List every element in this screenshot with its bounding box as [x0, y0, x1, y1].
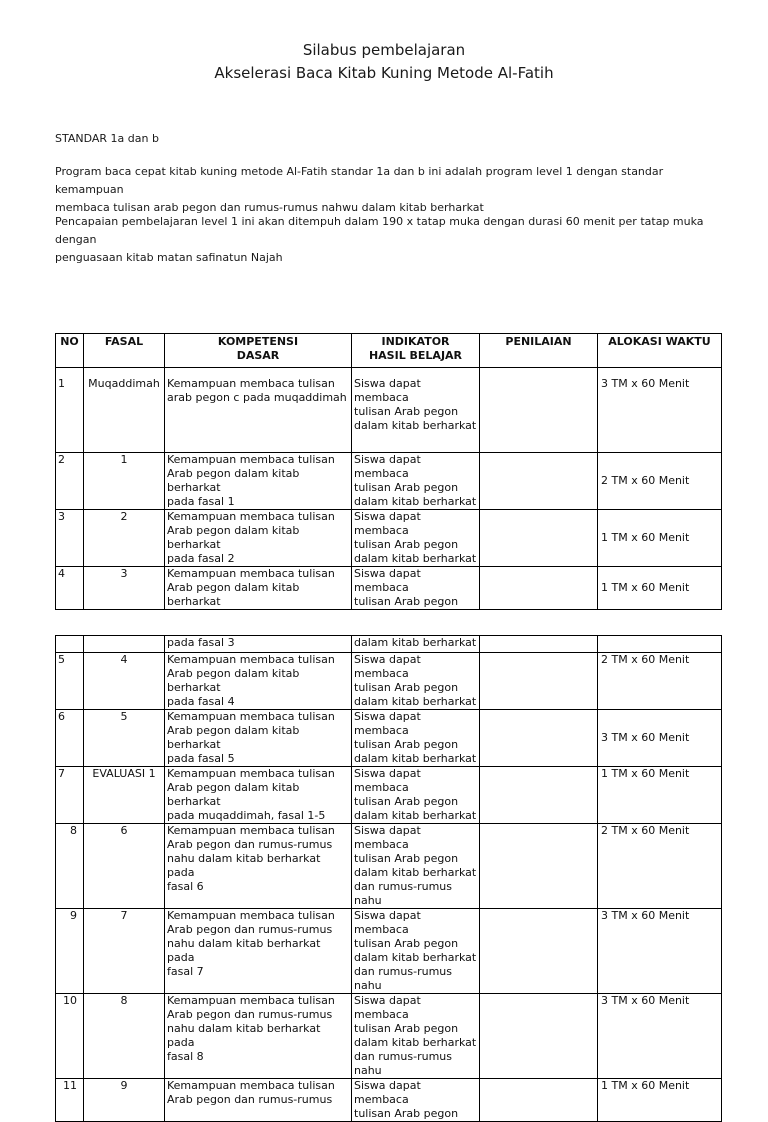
cell-indikator	[352, 510, 480, 567]
cell-kompetensi-line: Arab pegon dan rumus-rumus	[167, 838, 333, 851]
table-row	[56, 453, 722, 510]
cell-indikator-line: Siswa dapat membaca	[354, 453, 421, 480]
cell-indikator-line: tulisan Arab pegon	[354, 405, 459, 418]
cell-indikator	[352, 994, 480, 1079]
cell-indikator-line: dalam kitab berharkat	[354, 1036, 477, 1049]
table-row	[56, 909, 722, 994]
cell-kompetensi-line: fasal 6	[167, 880, 204, 893]
cell-kompetensi	[165, 567, 352, 610]
cell-no: 5	[56, 653, 84, 710]
cell-penilaian	[480, 636, 598, 653]
header-indikator-line: HASIL BELAJAR	[368, 349, 463, 362]
header-kompetensi-line: KOMPETENSI	[217, 335, 299, 348]
cell-indikator-line: tulisan Arab pegon	[354, 538, 459, 551]
cell-alokasi: 1 TM x 60 Menit	[598, 567, 722, 610]
program-description-line: Program baca cepat kitab kuning metode Al-Fatih standar 1a dan b ini adalah program level 1 dengan standar kemampuan	[55, 165, 664, 196]
cell-indikator-line: Siswa dapat membaca	[354, 710, 421, 737]
cell-indikator	[352, 453, 480, 510]
cell-kompetensi-line: Kemampuan membaca tulisan	[167, 767, 335, 780]
cell-indikator-line: Siswa dapat membaca	[354, 767, 421, 794]
cell-indikator	[352, 710, 480, 767]
cell-indikator-line: dan rumus-rumus	[354, 880, 452, 893]
cell-indikator-line: dalam kitab berharkat	[354, 951, 477, 964]
cell-indikator-line: Siswa dapat membaca	[354, 377, 421, 404]
cell-indikator-line: Siswa dapat membaca	[354, 567, 421, 594]
cell-fasal: 5	[84, 710, 165, 767]
cell-kompetensi	[165, 909, 352, 994]
cell-kompetensi-line: Arab pegon dalam kitab berharkat	[167, 524, 300, 551]
cell-indikator-line: dalam kitab berharkat	[354, 695, 477, 708]
cell-indikator-line: dalam kitab berharkat	[354, 866, 477, 879]
table-row	[56, 510, 722, 567]
cell-kompetensi-line: Kemampuan membaca tulisan	[167, 710, 335, 723]
cell-indikator-line: Siswa dapat membaca	[354, 510, 421, 537]
cell-indikator	[352, 567, 480, 610]
table-row	[56, 567, 722, 610]
cell-indikator-line: tulisan Arab pegon	[354, 1022, 459, 1035]
achievement-description-line: Pencapaian pembelajaran level 1 ini akan ditempuh dalam 190 x tatap muka dengan durasi 60 menit per tatap muka dengan	[55, 215, 704, 246]
cell-fasal: 7	[84, 909, 165, 994]
cell-fasal: EVALUASI 1	[84, 767, 165, 824]
cell-kompetensi-line: Kemampuan membaca tulisan	[167, 567, 335, 580]
table-row	[56, 368, 722, 453]
cell-indikator-line: nahu	[354, 979, 382, 992]
achievement-description-line: penguasaan kitab matan safinatun Najah	[55, 251, 283, 264]
document-subtitle: Akselerasi Baca Kitab Kuning Metode Al-Fatih	[214, 64, 554, 82]
table-row	[56, 653, 722, 710]
cell-kompetensi-line: pada muqaddimah, fasal 1-5	[167, 809, 326, 822]
cell-kompetensi-line: Kemampuan membaca tulisan	[167, 453, 335, 466]
cell-penilaian	[480, 653, 598, 710]
cell-no: 9	[56, 909, 84, 994]
program-description-line: membaca tulisan arab pegon dan rumus-rumus nahwu dalam kitab berharkat	[55, 201, 484, 214]
cell-indikator-line: tulisan Arab pegon	[354, 852, 459, 865]
syllabus-table-page-1	[55, 333, 722, 610]
table-row	[56, 824, 722, 909]
cell-kompetensi-line: nahu dalam kitab berharkat pada	[167, 852, 321, 879]
cell-kompetensi	[165, 1079, 352, 1122]
table-row-continuation	[56, 636, 722, 653]
table-body	[56, 368, 722, 610]
header-kompetensi-line: DASAR	[236, 349, 280, 362]
cell-alokasi: 2 TM x 60 Menit	[598, 653, 722, 710]
cell-kompetensi	[165, 510, 352, 567]
cell-indikator-line: tulisan Arab pegon	[354, 795, 459, 808]
cell-indikator	[352, 1079, 480, 1122]
cell-no: 3	[56, 510, 84, 567]
cell-kompetensi	[165, 368, 352, 453]
table-body	[56, 636, 722, 1122]
cell-penilaian	[480, 453, 598, 510]
cell-indikator-line: tulisan Arab pegon	[354, 595, 459, 608]
table-row	[56, 1079, 722, 1122]
cell-kompetensi-line: Arab pegon dalam kitab berharkat	[167, 467, 300, 494]
cell-indikator-line: nahu	[354, 1064, 382, 1077]
cell-kompetensi-line: Kemampuan membaca tulisan	[167, 1079, 335, 1092]
cell-indikator-line: dan rumus-rumus	[354, 1050, 452, 1063]
cell-indikator-line: tulisan Arab pegon	[354, 1107, 459, 1120]
header-fasal: FASAL	[84, 334, 165, 368]
header-penilaian: PENILAIAN	[480, 334, 598, 368]
cell-fasal: 4	[84, 653, 165, 710]
cell-alokasi	[598, 636, 722, 653]
header-indikator	[352, 334, 480, 368]
cell-no: 10	[56, 994, 84, 1079]
cell-kompetensi-line: Kemampuan membaca tulisan	[167, 909, 335, 922]
cell-alokasi: 3 TM x 60 Menit	[598, 909, 722, 994]
cell-kompetensi	[165, 710, 352, 767]
cell-no: 11	[56, 1079, 84, 1122]
cell-indikator-line: dalam kitab berharkat	[354, 752, 477, 765]
cell-indikator-line: dalam kitab berharkat	[354, 495, 477, 508]
cell-alokasi: 1 TM x 60 Menit	[598, 767, 722, 824]
cell-fasal: 2	[84, 510, 165, 567]
cell-penilaian	[480, 824, 598, 909]
cell-alokasi: 3 TM x 60 Menit	[598, 710, 722, 767]
cell-no: 1	[56, 368, 84, 453]
cell-indikator-line: dalam kitab berharkat	[354, 809, 477, 822]
cell-indikator	[352, 653, 480, 710]
cell-fasal: 1	[84, 453, 165, 510]
cell-no: 4	[56, 567, 84, 610]
cell-indikator-line: Siswa dapat membaca	[354, 909, 421, 936]
cell-kompetensi-line: Arab pegon dalam kitab berharkat	[167, 581, 300, 608]
cell-kompetensi-line: Arab pegon dalam kitab berharkat	[167, 667, 300, 694]
cell-no: 6	[56, 710, 84, 767]
cell-kompetensi-line: nahu dalam kitab berharkat pada	[167, 1022, 321, 1049]
cell-kompetensi-line: Arab pegon dan rumus-rumus	[167, 923, 333, 936]
cell-kompetensi-line: Kemampuan membaca tulisan	[167, 510, 335, 523]
cell-indikator-line: tulisan Arab pegon	[354, 937, 459, 950]
cell-penilaian	[480, 1079, 598, 1122]
standard-label: STANDAR 1a dan b	[55, 132, 159, 145]
table-row	[56, 994, 722, 1079]
cell-indikator-line: tulisan Arab pegon	[354, 481, 459, 494]
cell-kompetensi-line: Kemampuan membaca tulisan	[167, 653, 335, 666]
cell-kompetensi-line: fasal 8	[167, 1050, 204, 1063]
cell-fasal: 6	[84, 824, 165, 909]
cell-kompetensi-line: pada fasal 1	[167, 495, 235, 508]
cell-alokasi: 3 TM x 60 Menit	[598, 994, 722, 1079]
document-title: Silabus pembelajaran	[302, 41, 466, 59]
cell-penilaian	[480, 767, 598, 824]
cell-indikator-line: Siswa dapat membaca	[354, 1079, 421, 1106]
cell-indikator-line: Siswa dapat membaca	[354, 824, 421, 851]
cell-fasal: 8	[84, 994, 165, 1079]
cell-indikator-line: tulisan Arab pegon	[354, 738, 459, 751]
cell-penilaian	[480, 368, 598, 453]
cell-indikator-line: dalam kitab berharkat	[354, 419, 477, 432]
cell-alokasi: 1 TM x 60 Menit	[598, 510, 722, 567]
cell-alokasi: 2 TM x 60 Menit	[598, 453, 722, 510]
cell-kompetensi	[165, 453, 352, 510]
cell-kompetensi: pada fasal 3	[165, 636, 352, 653]
cell-kompetensi-line: pada fasal 2	[167, 552, 235, 565]
table-header-row	[56, 334, 722, 368]
cell-fasal: 3	[84, 567, 165, 610]
cell-indikator	[352, 767, 480, 824]
cell-kompetensi-line: Arab pegon dan rumus-rumus	[167, 1093, 333, 1106]
cell-indikator-line: tulisan Arab pegon	[354, 681, 459, 694]
cell-penilaian	[480, 510, 598, 567]
cell-penilaian	[480, 994, 598, 1079]
cell-indikator	[352, 824, 480, 909]
cell-kompetensi-line: Kemampuan membaca tulisan	[167, 377, 335, 390]
cell-indikator-line: dan rumus-rumus	[354, 965, 452, 978]
achievement-description	[55, 213, 720, 267]
header-indikator-line: INDIKATOR	[381, 335, 450, 348]
program-description	[55, 163, 720, 217]
cell-kompetensi-line: arab pegon c pada muqaddimah	[167, 391, 347, 404]
header-alokasi: ALOKASI WAKTU	[598, 334, 722, 368]
cell-indikator	[352, 909, 480, 994]
cell-kompetensi	[165, 767, 352, 824]
cell-kompetensi-line: pada fasal 5	[167, 752, 235, 765]
cell-indikator-line: Siswa dapat membaca	[354, 653, 421, 680]
cell-indikator	[352, 368, 480, 453]
cell-kompetensi-line: Kemampuan membaca tulisan	[167, 994, 335, 1007]
cell-indikator-line: dalam kitab berharkat	[354, 552, 477, 565]
cell-kompetensi-line: Kemampuan membaca tulisan	[167, 824, 335, 837]
cell-kompetensi-line: Arab pegon dalam kitab berharkat	[167, 781, 300, 808]
cell-alokasi: 1 TM x 60 Menit	[598, 1079, 722, 1122]
cell-kompetensi-line: nahu dalam kitab berharkat pada	[167, 937, 321, 964]
cell-no: 2	[56, 453, 84, 510]
cell-penilaian	[480, 909, 598, 994]
cell-alokasi: 3 TM x 60 Menit	[598, 368, 722, 453]
cell-kompetensi-line: fasal 7	[167, 965, 204, 978]
cell-no: 8	[56, 824, 84, 909]
cell-kompetensi	[165, 994, 352, 1079]
table-row	[56, 710, 722, 767]
cell-indikator-line: Siswa dapat membaca	[354, 994, 421, 1021]
cell-indikator: dalam kitab berharkat	[352, 636, 480, 653]
syllabus-table-page-2	[55, 635, 722, 1122]
cell-kompetensi	[165, 653, 352, 710]
cell-kompetensi-line: pada fasal 4	[167, 695, 235, 708]
cell-fasal: Muqaddimah	[84, 368, 165, 453]
cell-fasal	[84, 636, 165, 653]
cell-kompetensi-line: Arab pegon dalam kitab berharkat	[167, 724, 300, 751]
header-kompetensi	[165, 334, 352, 368]
cell-kompetensi	[165, 824, 352, 909]
cell-penilaian	[480, 567, 598, 610]
header-no: NO	[56, 334, 84, 368]
cell-alokasi: 2 TM x 60 Menit	[598, 824, 722, 909]
cell-no	[56, 636, 84, 653]
table-row	[56, 767, 722, 824]
cell-indikator-line: nahu	[354, 894, 382, 907]
cell-kompetensi-line: Arab pegon dan rumus-rumus	[167, 1008, 333, 1021]
cell-fasal: 9	[84, 1079, 165, 1122]
cell-no: 7	[56, 767, 84, 824]
cell-penilaian	[480, 710, 598, 767]
